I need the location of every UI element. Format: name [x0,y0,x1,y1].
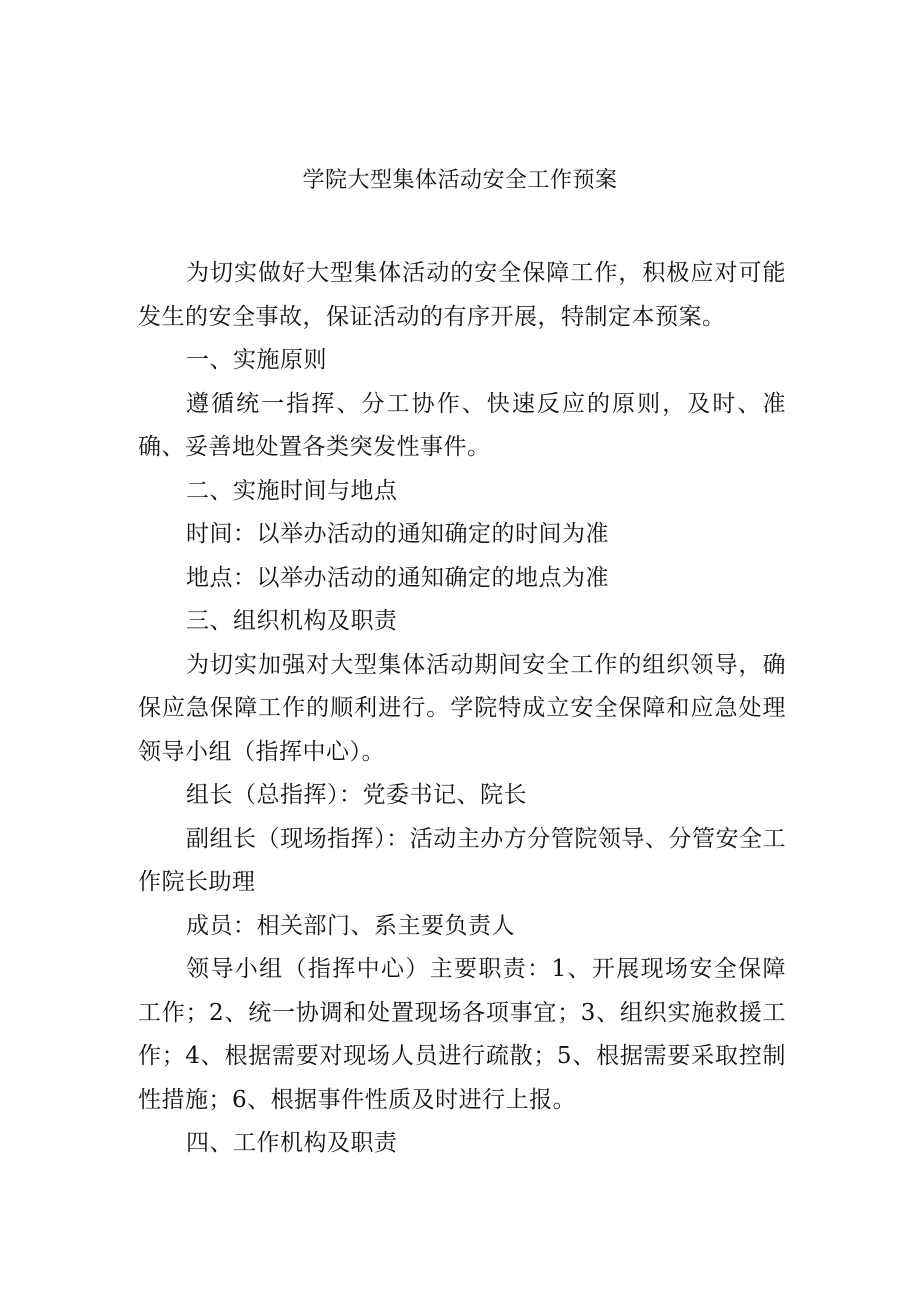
section-heading-time-place: 二、实施时间与地点 [186,477,398,504]
deputy-leader-paragraph: 副组长（现场指挥）：活动主办方分管院领导、分管安全工作院长助理 [138,825,786,895]
place-paragraph: 地点：以举办活动的通知确定的地点为准 [186,564,609,591]
section-heading-organization: 三、组织机构及职责 [186,608,398,634]
responsibilities-paragraph: 领导小组（指挥中心）主要职责：1、开展现场安全保障工作；2、统一协调和处置现场各项事宜；3、组织实施救援工作；4、根据需要对现场人员进行疏散；5、根据需要采取控制性措施；6、根据事件性质及时进行上报。 [138,956,786,1113]
section-heading-work-organization: 四、工作机构及职责 [186,1130,398,1156]
principles-paragraph: 遵循统一指挥、分工协作、快速反应的原则，及时、准确、妥善地处置各类突发性事件。 [138,390,786,460]
document-body [138,252,786,1166]
organization-paragraph: 为切实加强对大型集体活动期间安全工作的组织领导，确保应急保障工作的顺利进行。学院特成立安全保障和应急处理领导小组（指挥中心）。 [138,651,786,765]
section-heading-principles: 一、实施原则 [186,347,327,373]
intro-paragraph: 为切实做好大型集体活动的安全保障工作，积极应对可能发生的安全事故，保证活动的有序开展，特制定本预案。 [138,260,786,330]
time-paragraph: 时间：以举办活动的通知确定的时间为准 [186,521,609,547]
document-title: 学院大型集体活动安全工作预案 [302,168,618,193]
leader-paragraph: 组长（总指挥）：党委书记、院长 [186,782,527,808]
members-paragraph: 成员：相关部门、系主要负责人 [186,912,515,939]
